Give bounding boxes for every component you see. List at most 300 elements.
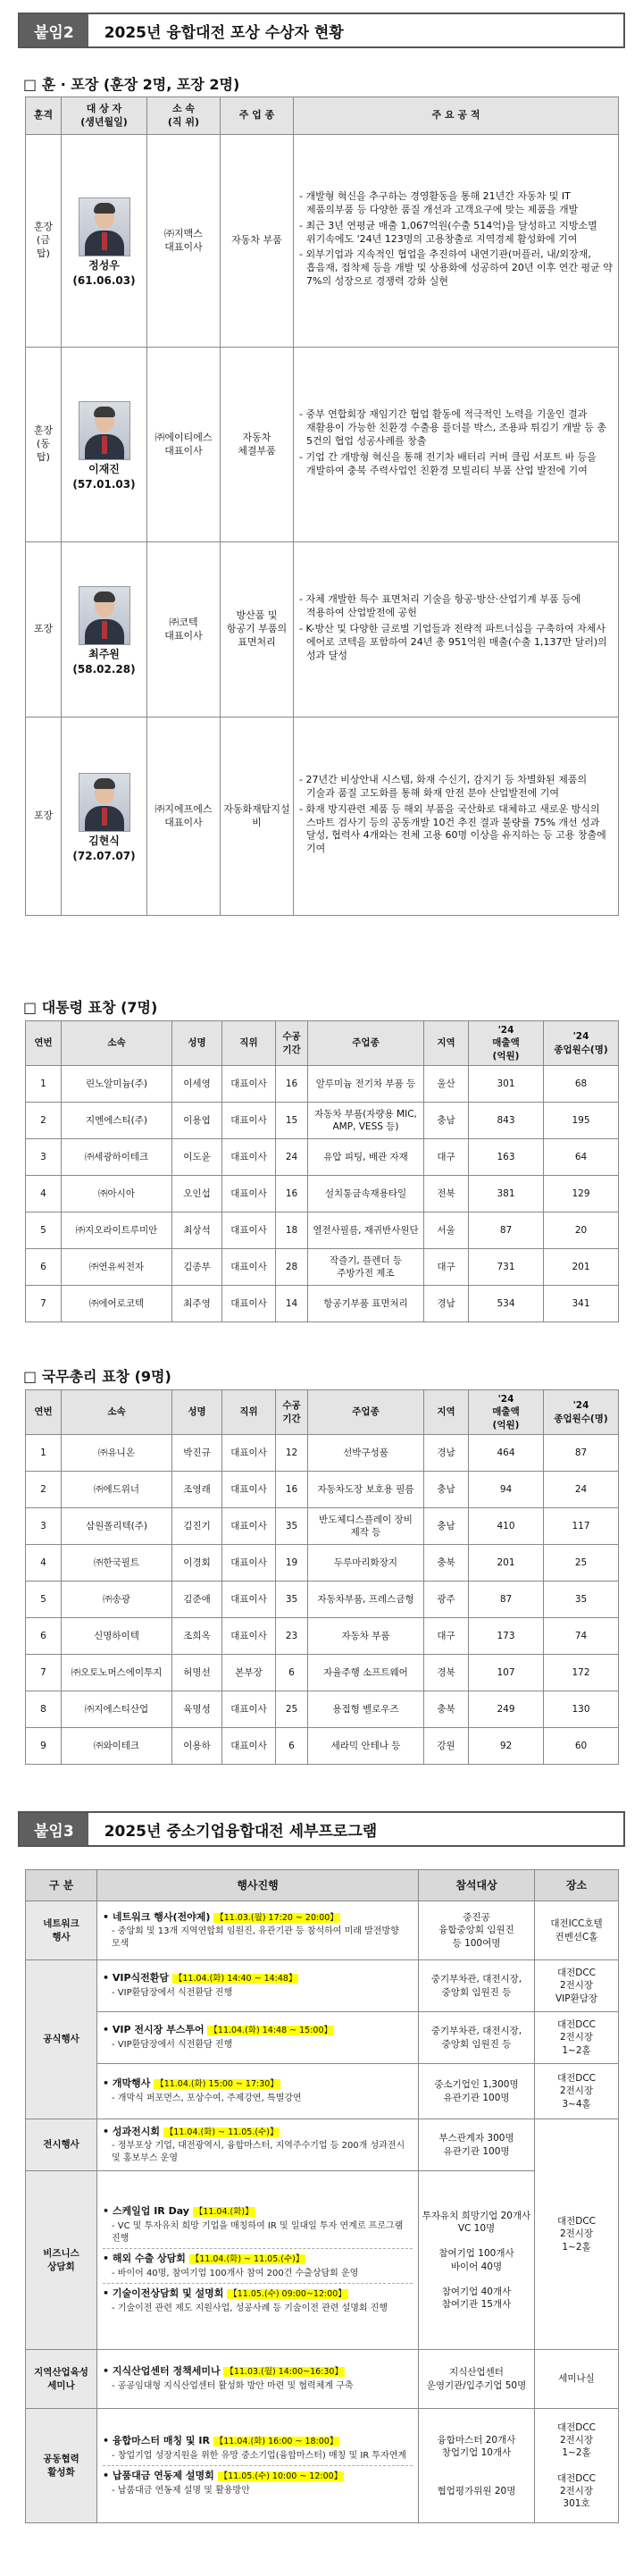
program-body: [26, 1901, 619, 2523]
table-cell: ㈜송광: [62, 1582, 172, 1618]
awards-col-header: 소 속 (직 위): [147, 97, 221, 135]
awards-col-header: 대 상 자 (생년월일): [62, 97, 147, 135]
table-cell: 대표이사: [222, 1728, 276, 1765]
table-cell: 대표이사: [222, 1286, 276, 1322]
program-table-wrap: [0, 1869, 643, 2523]
program-category: 비즈니스 상담회: [26, 2171, 97, 2350]
table-cell: 3: [26, 1508, 62, 1545]
awardee-achievements: [294, 135, 619, 348]
program-attendees: 중진공 융합중앙회 임원진 등 100여명: [419, 1901, 535, 1960]
program-detail: [97, 2119, 419, 2171]
program-description: - 창업기업 성장지원을 위한 유망 중소기업(융합마스터) 매칭 및 IR 투자연계: [112, 2450, 407, 2461]
program-venue: 대전DCC 2전시장 1~2홀: [535, 2119, 619, 2350]
awardee-org: ㈜에이티에스 대표이사: [147, 348, 221, 542]
table-row: [26, 1066, 619, 1103]
table-cell: 28: [276, 1249, 308, 1286]
table-row: [26, 1212, 619, 1249]
pres-col-header: 직위: [222, 1021, 276, 1066]
awardee-org: ㈜지에프에스 대표이사: [147, 717, 221, 916]
table-cell: 이용하: [172, 1728, 222, 1765]
table-cell: 반도체디스플레이 장비 제작 등: [308, 1508, 424, 1545]
program-detail: [97, 1960, 419, 2012]
pres-col-header: 주업종: [308, 1021, 424, 1066]
table-cell: 린노알미늄(주): [62, 1066, 172, 1103]
program-attendees: 융합마스터 20개사 창업기업 10개사 협업평가위원 20명: [419, 2409, 535, 2523]
table-cell: ㈜연유씨전자: [62, 1249, 172, 1286]
awardee-name: 이재진: [88, 463, 120, 476]
table-cell: 16: [276, 1176, 308, 1212]
appendix3-section: [0, 1811, 643, 1847]
program-venue: 대전DCC 2전시장 1~2홀 대전DCC 2전시장 301호: [535, 2409, 619, 2523]
table-cell: 이도윤: [172, 1139, 222, 1176]
achievement-item: - 기업 간 개방형 혁신을 통해 전기차 배터리 커버 클립 서포트 바 등을 개발하여 충북 주력사업인 친환경 모빌리티 부품 산업 발전에 기여: [299, 450, 597, 476]
pres-col-header: '24 종업원수(명): [544, 1021, 619, 1066]
pm-col-header: 주업종: [308, 1390, 424, 1435]
table-cell: 6: [26, 1618, 62, 1655]
program-description: - 공공임대형 지식산업센터 활성화 방안 마련 및 협력체계 구축: [112, 2381, 354, 2392]
program-title: • 성과전시회 【11.04.(화) ~ 11.05.(수)】: [103, 2125, 279, 2137]
program-detail: [97, 2012, 419, 2064]
table-cell: 60: [544, 1728, 619, 1765]
appendix3-tag: 붙임3: [20, 1813, 88, 1845]
table-cell: 24: [276, 1139, 308, 1176]
program-description: - 중앙회 및 13개 지역연합회 임원진, 유관기관 등 참석하여 미래 발전방향 모색: [112, 1926, 399, 1949]
appendix2-section: [0, 13, 643, 48]
award-person: [62, 348, 147, 542]
table-cell: 249: [469, 1691, 544, 1728]
program-detail: [97, 2171, 419, 2350]
table-cell: 본부장: [222, 1655, 276, 1691]
award-grade: 포장: [26, 542, 62, 717]
table-cell: 알루미늄 전기차 부품 등: [308, 1066, 424, 1103]
table-cell: 341: [544, 1286, 619, 1322]
awardee-name: 김현식: [88, 835, 120, 848]
table-cell: 8: [26, 1691, 62, 1728]
portrait-photo: [79, 773, 130, 832]
program-category: 전시행사: [26, 2119, 97, 2171]
table-cell: 대표이사: [222, 1435, 276, 1472]
program-time: 【11.05.(수) 10:00 ~ 12:00】: [219, 2471, 343, 2481]
table-cell: 1: [26, 1066, 62, 1103]
table-cell: 충남: [424, 1103, 469, 1139]
pm-heading-wrap: [0, 1365, 643, 1386]
table-cell: 대표이사: [222, 1249, 276, 1286]
table-cell: 35: [544, 1582, 619, 1618]
awardee-birthdate: (72.07.07): [72, 849, 136, 862]
program-col-header: 장소: [535, 1870, 619, 1901]
program-description: - 납품대금 연동제 설명 및 활용방안: [112, 2485, 250, 2496]
appendix3-title: 2025년 중소기업융합대전 세부프로그램: [104, 1822, 378, 1841]
table-cell: 1: [26, 1435, 62, 1472]
table-row: [26, 1286, 619, 1322]
program-title: • 개막행사 【11.04.(화) 15:00 ~ 17:30】: [103, 2077, 279, 2090]
awardee-business: 자동차 부품: [221, 135, 294, 348]
table-cell: ㈜한국필트: [62, 1545, 172, 1582]
awards-table-wrap: [0, 96, 643, 916]
table-cell: 충북: [424, 1545, 469, 1582]
appendix2-header: [18, 13, 625, 48]
awardee-business: 자동화재탐지설비: [221, 717, 294, 916]
table-cell: 25: [276, 1691, 308, 1728]
program-attendees: 지식산업센터 운영기관/입주기업 50명: [419, 2350, 535, 2409]
award-row: [26, 348, 619, 542]
table-cell: 자동차부품, 프레스금형: [308, 1582, 424, 1618]
pm-col-header: 직위: [222, 1390, 276, 1435]
table-cell: 6: [276, 1655, 308, 1691]
pres-heading-wrap: [0, 996, 643, 1017]
program-detail: [97, 1901, 419, 1960]
table-cell: 87: [469, 1212, 544, 1249]
table-cell: 경북: [424, 1655, 469, 1691]
program-attendees: 중기부차관, 대전시장, 중앙회 임원진 등: [419, 1960, 535, 2012]
pm-col-header: 지역: [424, 1390, 469, 1435]
awards-col-header: 주 요 공 적: [294, 97, 619, 135]
table-cell: 9: [26, 1728, 62, 1765]
pm-body: [26, 1435, 619, 1765]
table-cell: 유압 피팅, 배관 자재: [308, 1139, 424, 1176]
table-cell: 대표이사: [222, 1212, 276, 1249]
table-cell: 20: [544, 1212, 619, 1249]
pm-col-header: 수공 기간: [276, 1390, 308, 1435]
table-cell: 25: [544, 1545, 619, 1582]
program-description: - VC 및 투자유치 희망 기업을 매칭하여 IR 및 일대일 투자 연계로 프로그램 진행: [112, 2221, 404, 2244]
presidential-award-table: [25, 1020, 619, 1322]
awardee-birthdate: (58.02.28): [72, 662, 136, 675]
table-row: [26, 1618, 619, 1655]
program-category: 공동협력 활성화: [26, 2409, 97, 2523]
program-row: [26, 1960, 619, 2012]
table-row: [26, 1545, 619, 1582]
awards-col-header: 주 업 종: [221, 97, 294, 135]
table-cell: 육명성: [172, 1691, 222, 1728]
program-description: - VIP환담장에서 식전환담 진행: [112, 1988, 233, 1999]
program-row: [26, 2119, 619, 2171]
awardee-birthdate: (57.01.03): [72, 477, 136, 491]
table-cell: ㈜유니온: [62, 1435, 172, 1472]
pres-header-row: [26, 1021, 619, 1066]
program-description: - 바이어 40명, 참여기업 100개사 참여 200건 수출상담회 운영: [112, 2268, 359, 2278]
achievement-item: - 27년간 비상안내 시스템, 화재 수신기, 감지기 등 차별화된 제품의 기술과 품질 고도화를 통해 화재 안전 분야 산업발전에 기여: [299, 773, 588, 799]
table-cell: 534: [469, 1286, 544, 1322]
program-venue: 대전ICC호텔 컨벤션C홀: [535, 1901, 619, 1960]
table-cell: 세라믹 안테나 등: [308, 1728, 424, 1765]
table-cell: 6: [26, 1249, 62, 1286]
table-cell: 843: [469, 1103, 544, 1139]
awardee-business: 방산품 및 항공기 부품의 표면처리: [221, 542, 294, 717]
achievement-item: - K-방산 및 다양한 글로벌 기업들과 전략적 파트너십을 구축하여 자체사 에어로 코텍을 포함하여 24년 총 951억원 매출(수출 1,137만 달러)의 성과 달성: [299, 623, 607, 661]
awardee-org: ㈜코텍 대표이사: [147, 542, 221, 717]
table-cell: 대표이사: [222, 1545, 276, 1582]
pm-award-heading: □ 국무총리 표창 (9명): [23, 1368, 171, 1385]
portrait-photo: [79, 586, 130, 645]
table-row: [26, 1103, 619, 1139]
table-cell: 7: [26, 1286, 62, 1322]
table-cell: 이경회: [172, 1545, 222, 1582]
award-row: [26, 135, 619, 348]
table-cell: 173: [469, 1618, 544, 1655]
table-cell: 172: [544, 1655, 619, 1691]
table-cell: 87: [544, 1435, 619, 1472]
program-title: • 납품대금 연동제 설명회 【11.05.(수) 10:00 ~ 12:00】: [103, 2470, 343, 2481]
table-cell: 전북: [424, 1176, 469, 1212]
table-cell: 이세영: [172, 1066, 222, 1103]
awards-body: [26, 135, 619, 916]
table-cell: 16: [276, 1472, 308, 1508]
table-cell: 강원: [424, 1728, 469, 1765]
program-title: • 네트워크 행사(전야제) 【11.03.(월) 17:20 ~ 20:00】: [103, 1910, 338, 1923]
program-category: 지역산업육성 세미나: [26, 2350, 97, 2409]
table-cell: ㈜에드위너: [62, 1472, 172, 1508]
table-cell: 35: [276, 1582, 308, 1618]
table-cell: 박진규: [172, 1435, 222, 1472]
program-description: - 정부포상 기업, 대전광역시, 융합마스터, 지역주수기업 등 200개 성과전시 및 홍보부스 운영: [112, 2141, 405, 2163]
pm-col-header: 연번: [26, 1390, 62, 1435]
table-cell: 68: [544, 1066, 619, 1103]
achievement-item: - 개발형 혁신을 추구하는 경영활동을 통해 21년간 자동차 및 IT 제품의부품 등 다양한 품질 개선과 고객요구에 맞는 제품을 개발: [299, 190, 579, 215]
portrait-photo: [79, 401, 130, 460]
table-cell: 6: [276, 1728, 308, 1765]
table-cell: ㈜아시아: [62, 1176, 172, 1212]
table-cell: 3: [26, 1139, 62, 1176]
program-venue: 대전DCC 2전시장 VIP환담장: [535, 1960, 619, 2012]
award-grade: 포장: [26, 717, 62, 916]
program-row: [26, 2171, 619, 2350]
program-description: - VIP환담장에서 식전환담 진행: [112, 2040, 233, 2051]
table-cell: 64: [544, 1139, 619, 1176]
program-col-header: 구 분: [26, 1870, 97, 1901]
table-cell: 129: [544, 1176, 619, 1212]
program-title: • 기술이전상담회 및 설명회 【11.05.(수) 09:00~12:00】: [103, 2287, 347, 2300]
table-cell: 최주영: [172, 1286, 222, 1322]
program-col-header: 행사진행: [97, 1870, 419, 1901]
pres-col-header: 연번: [26, 1021, 62, 1066]
achievement-item: - 최근 3년 연평균 매출 1,067억원(수출 514억)을 달성하고 지방소멸 위기속에도 '24년 123명의 고용창출로 지역경제 활성화에 기여: [299, 219, 597, 245]
pres-col-header: 성명: [172, 1021, 222, 1066]
awards-table: [25, 96, 619, 916]
table-cell: ㈜세광하이테크: [62, 1139, 172, 1176]
table-cell: 14: [276, 1286, 308, 1322]
table-cell: 광주: [424, 1582, 469, 1618]
table-cell: 117: [544, 1508, 619, 1545]
item-divider: [103, 2465, 413, 2466]
portrait-photo: [79, 197, 130, 256]
item-divider: [103, 2283, 413, 2284]
program-row: [26, 2409, 619, 2523]
program-table: [25, 1869, 619, 2523]
table-cell: 허명선: [172, 1655, 222, 1691]
awardee-org: ㈜지맥스 대표이사: [147, 135, 221, 348]
table-cell: 충남: [424, 1508, 469, 1545]
award-row: [26, 717, 619, 916]
awards-header-row: [26, 97, 619, 135]
table-cell: 92: [469, 1728, 544, 1765]
pres-table-wrap: [0, 1020, 643, 1322]
table-cell: 195: [544, 1103, 619, 1139]
table-cell: 지엔에스티(주): [62, 1103, 172, 1139]
table-cell: 항공기부품 표면처리: [308, 1286, 424, 1322]
pm-col-header: '24 종업원수(명): [544, 1390, 619, 1435]
awardee-business: 자동차 체결부품: [221, 348, 294, 542]
table-cell: 74: [544, 1618, 619, 1655]
program-time: 【11.04.(화) ~ 11.05.(수)】: [164, 2127, 279, 2137]
table-cell: 선박구성품: [308, 1435, 424, 1472]
program-title: • VIP식전환담 【11.04.(화) 14:40 ~ 14:48】: [103, 1972, 297, 1984]
pm-col-header: 소속: [62, 1390, 172, 1435]
table-cell: 15: [276, 1103, 308, 1139]
table-cell: 대표이사: [222, 1508, 276, 1545]
award-grade: 훈장 (동 탑): [26, 348, 62, 542]
table-cell: 용접형 벨로우즈: [308, 1691, 424, 1728]
program-row: [26, 2012, 619, 2064]
table-cell: 94: [469, 1472, 544, 1508]
table-cell: 7: [26, 1655, 62, 1691]
table-cell: 오인섭: [172, 1176, 222, 1212]
table-cell: 381: [469, 1176, 544, 1212]
pm-header-row: [26, 1390, 619, 1435]
table-cell: 자율주행 소프트웨어: [308, 1655, 424, 1691]
table-cell: 최상석: [172, 1212, 222, 1249]
program-attendees: 중소기업인 1,300명 유관기관 100명: [419, 2064, 535, 2119]
awardee-birthdate: (61.06.03): [72, 273, 136, 287]
pres-col-header: '24 매출액 (억원): [469, 1021, 544, 1066]
table-cell: 35: [276, 1508, 308, 1545]
program-time: 【11.05.(수) 09:00~12:00】: [229, 2289, 347, 2300]
table-cell: 301: [469, 1066, 544, 1103]
program-category: 공식행사: [26, 1960, 97, 2119]
program-description: - 기술이전 관련 제도 지원사업, 성공사례 등 기술이전 관련 설명회 진행: [112, 2303, 388, 2314]
table-cell: 130: [544, 1691, 619, 1728]
appendix2-tag: 붙임2: [20, 14, 88, 46]
program-title: • 융합마스터 매칭 및 IR 【11.04.(화) 16:00 ~ 18:00】: [103, 2434, 338, 2446]
pres-col-header: 소속: [62, 1021, 172, 1066]
awardee-name: 최주원: [88, 648, 120, 661]
program-time: 【11.04.(화) 16:00 ~ 18:00】: [214, 2436, 338, 2446]
table-row: [26, 1691, 619, 1728]
table-row: [26, 1139, 619, 1176]
table-cell: 충남: [424, 1472, 469, 1508]
table-cell: 2: [26, 1103, 62, 1139]
award-person: [62, 717, 147, 916]
table-cell: ㈜오토노머스에이투지: [62, 1655, 172, 1691]
awardee-achievements: [294, 542, 619, 717]
table-cell: 5: [26, 1212, 62, 1249]
program-row: [26, 2064, 619, 2119]
table-cell: 19: [276, 1545, 308, 1582]
pm-col-header: 성명: [172, 1390, 222, 1435]
table-cell: 464: [469, 1435, 544, 1472]
pres-body: [26, 1066, 619, 1322]
achievement-item: - 자체 개발한 특수 표면처리 기술을 항공·방산·산업기계 부품 등에 적용하여 산업발전에 공헌: [299, 593, 581, 619]
table-cell: 18: [276, 1212, 308, 1249]
table-cell: 731: [469, 1249, 544, 1286]
table-cell: 두루마리화장지: [308, 1545, 424, 1582]
program-time: 【11.04.(화) ~ 11.05.(수)】: [190, 2254, 305, 2265]
table-cell: 201: [544, 1249, 619, 1286]
presidential-award-heading: □ 대통령 표창 (7명): [23, 999, 158, 1016]
table-cell: 경남: [424, 1286, 469, 1322]
program-col-header: 참석대상: [419, 1870, 535, 1901]
appendix2-title: 2025년 융합대전 포상 수상자 현황: [104, 23, 344, 42]
table-cell: 23: [276, 1618, 308, 1655]
program-attendees: 투자유치 희망기업 20개사 VC 10명 참여기업 100개사 바이어 40명 참여기업 40개사 참여기관 15개사: [419, 2171, 535, 2350]
table-cell: 87: [469, 1582, 544, 1618]
awards-heading: □ 훈 · 포장 (훈장 2명, 포장 2명): [23, 76, 240, 93]
table-row: [26, 1249, 619, 1286]
table-cell: 대구: [424, 1139, 469, 1176]
table-cell: 충북: [424, 1691, 469, 1728]
program-title: • 해외 수출 상담회 【11.04.(화) ~ 11.05.(수)】: [103, 2253, 305, 2265]
table-cell: 경남: [424, 1435, 469, 1472]
table-cell: 설치통금속재용타일: [308, 1176, 424, 1212]
table-cell: ㈜지오라이트루미안: [62, 1212, 172, 1249]
table-cell: 대표이사: [222, 1176, 276, 1212]
table-row: [26, 1728, 619, 1765]
table-cell: 대표이사: [222, 1582, 276, 1618]
program-description: - 개막식 퍼포먼스, 포상수여, 주제강연, 특별강연: [112, 2094, 302, 2104]
program-attendees: 중기부차관, 대전시장, 중앙회 임원진 등: [419, 2012, 535, 2064]
table-cell: 신명하이텍: [62, 1618, 172, 1655]
table-cell: 4: [26, 1176, 62, 1212]
table-cell: 4: [26, 1545, 62, 1582]
table-cell: 자동차 부품: [308, 1618, 424, 1655]
program-detail: [97, 2409, 419, 2523]
program-row: [26, 2350, 619, 2409]
table-cell: 자동차 부품(자량용 MIC, AMP, VESS 등): [308, 1103, 424, 1139]
pres-col-header: 지역: [424, 1021, 469, 1066]
awards-col-header: 훈격: [26, 97, 62, 135]
table-cell: 24: [544, 1472, 619, 1508]
table-cell: 410: [469, 1508, 544, 1545]
table-cell: 대표이사: [222, 1472, 276, 1508]
award-grade: 훈장 (금 탑): [26, 135, 62, 348]
table-cell: 대표이사: [222, 1066, 276, 1103]
table-cell: 김진기: [172, 1508, 222, 1545]
table-cell: 대구: [424, 1249, 469, 1286]
awardee-name: 정성우: [88, 259, 120, 273]
table-cell: 삼원폴리텍(주): [62, 1508, 172, 1545]
program-time: 【11.03.(월) 14:00~16:30】: [225, 2367, 343, 2378]
program-title: • 스케일업 IR Day 【11.04.(화)】: [103, 2205, 254, 2218]
awards-heading-wrap: [0, 73, 643, 94]
program-detail: [97, 2064, 419, 2119]
table-row: [26, 1655, 619, 1691]
program-category: 네트워크 행사: [26, 1901, 97, 1960]
appendix3-header: [18, 1811, 625, 1847]
program-time: 【11.03.(월) 17:20 ~ 20:00】: [215, 1912, 338, 1923]
table-row: [26, 1472, 619, 1508]
table-cell: ㈜에어로코텍: [62, 1286, 172, 1322]
program-row: [26, 1901, 619, 1960]
program-detail: [97, 2350, 419, 2409]
award-person: [62, 542, 147, 717]
table-cell: 조희옥: [172, 1618, 222, 1655]
table-row: [26, 1176, 619, 1212]
awardee-achievements: [294, 717, 619, 916]
achievement-item: - 화재 방지관련 제품 등 해외 부품을 국산화로 대체하고 새로운 방식의 스마트 검사기 등의 공동개발 10건 추진 결과 불량률 75% 개선 성과 달성, 협력사 4개와는 전체 고용 60명 이상을 유지하는 등 고용 창출에 기여: [299, 802, 606, 855]
program-venue: 대전DCC 2전시장 3~4홀: [535, 2064, 619, 2119]
program-title: • VIP 전시장 부스투어 【11.04.(화) 14:48 ~ 15:00】: [103, 2024, 332, 2036]
table-cell: 2: [26, 1472, 62, 1508]
program-title: • 지식산업센터 정책세미나 【11.03.(월) 14:00~16:30】: [103, 2365, 343, 2378]
pres-col-header: 수공 기간: [276, 1021, 308, 1066]
table-row: [26, 1582, 619, 1618]
program-time: 【11.04.(화) 14:48 ~ 15:00】: [209, 2026, 332, 2036]
pm-table-wrap: [0, 1389, 643, 1765]
pm-award-table: [25, 1389, 619, 1765]
achievement-item: - 외부기업과 지속적인 협업을 추진하여 내연기관(머플러, 내/외장재, 흡음재, 접착제 등을 개발 및 상용화에 성공하여 20년 이후 연간 평균 약 7%의 성장으로 경쟁력 강화 실현: [299, 248, 613, 288]
table-cell: 대표이사: [222, 1103, 276, 1139]
achievement-item: - 중부 연합회장 재임기간 협업 활동에 적극적인 노력을 기울인 결과 재활용이 가능한 친환경 수출용 플더블 박스, 조용파 튀김기 개발 등 총 5건의 협업 성공사례를 창출: [299, 408, 606, 448]
